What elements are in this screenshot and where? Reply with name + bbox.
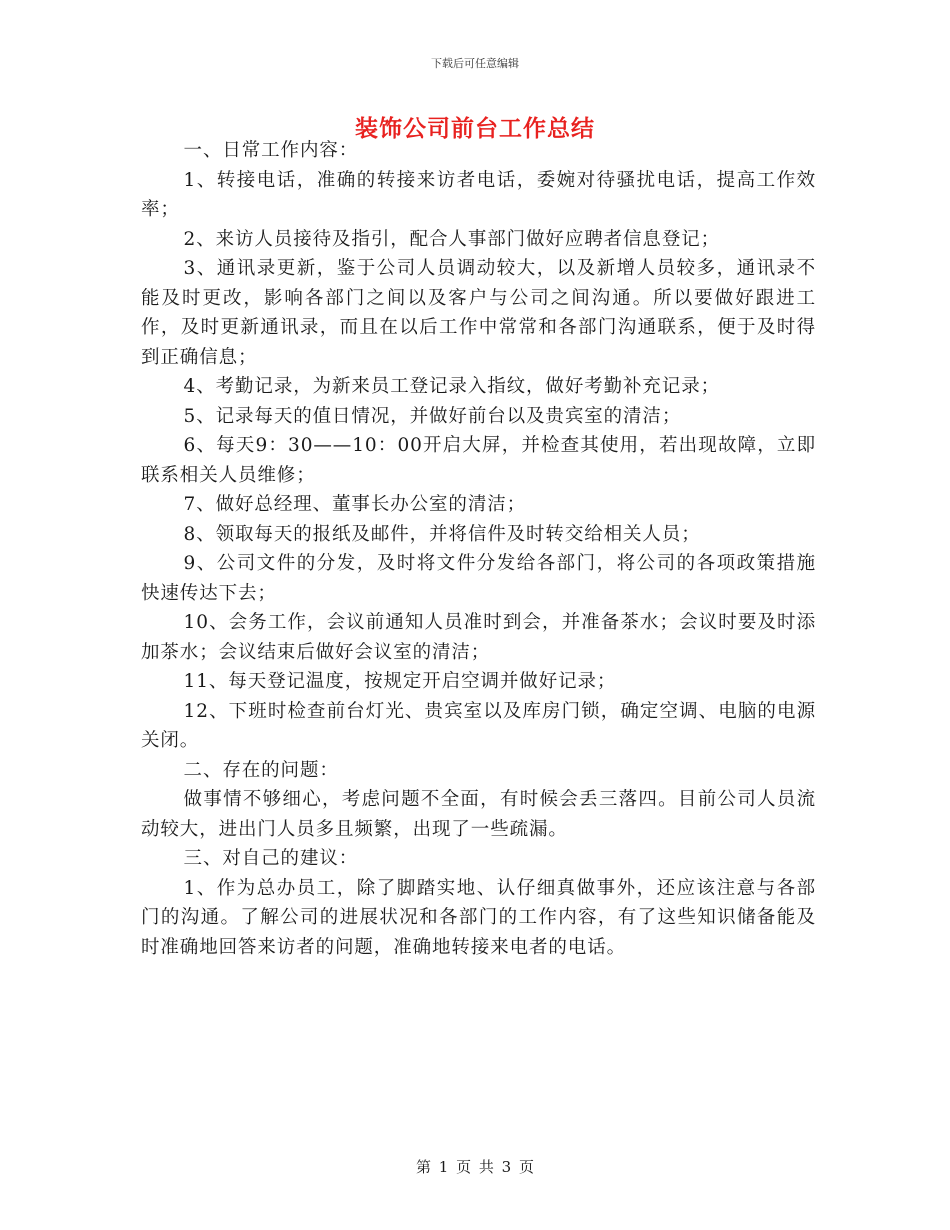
list-item: 3、通讯录更新，鉴于公司人员调动较大，以及新增人员较多，通讯录不能及时更改，影响各部门之间以及客户与公司之间沟通。所以要做好跟进工作，及时更新通讯录，而且在以后工作中常常和各部门沟通联系，便于及时得到正确信息； [141, 258, 816, 368]
list-item: 6、每天9：30——10：00开启大屏，并检查其使用，若出现故障，立即联系相关人员维修； [141, 435, 816, 486]
list-item: 5、记录每天的值日情况，并做好前台以及贵宾室的清洁； [183, 405, 682, 427]
list-item: 4、考勤记录，为新来员工登记录入指纹，做好考勤补充记录； [183, 376, 721, 397]
list-item: 9、公司文件的分发，及时将文件分发给各部门，将公司的各项政策措施快速传达下去； [141, 553, 816, 604]
page-number: 第 1 页 共 3 页 [416, 1158, 534, 1176]
list-item: 11、每天登记温度，按规定开启空调并做好记录； [183, 671, 617, 692]
list-item: 1、转接电话，准确的转接来访者电话，委婉对待骚扰电话，提高工作效率； [141, 169, 816, 220]
list-item: 8、领取每天的报纸及邮件，并将信件及时转交给相关人员； [183, 523, 701, 545]
document-title: 装饰公司前台工作总结 [355, 115, 595, 142]
section-heading-suggestions: 三、对自己的建议： [183, 848, 359, 869]
list-item: 7、做好总经理、董事长办公室的清洁； [183, 494, 527, 515]
section-heading-problems: 二、存在的问题： [183, 759, 339, 781]
list-item: 2、来访人员接待及指引，配合人事部门做好应聘者信息登记； [183, 228, 721, 250]
list-item: 10、会务工作，会议前通知人员准时到会，并准备茶水；会议时要及时添加茶水；会议结束后做好会议室的清洁； [141, 612, 816, 663]
section-heading-daily-work: 一、日常工作内容： [183, 140, 359, 161]
list-item: 12、下班时检查前台灯光、贵宾室以及库房门锁，确定空调、电脑的电源关闭。 [141, 700, 816, 751]
header-note: 下载后可任意编辑 [431, 57, 519, 70]
document-body [141, 136, 816, 962]
list-item: 1、作为总办员工，除了脚踏实地、认仔细真做事外，还应该注意与各部门的沟通。了解公司的进展状况和各部门的工作内容，有了这些知识储备能及时准确地回答来访者的问题，准确地转接来电者的电话。 [141, 877, 816, 958]
body-paragraph: 做事情不够细心，考虑问题不全面，有时候会丢三落四。目前公司人员流动较大，进出门人员多且频繁，出现了一些疏漏。 [141, 789, 816, 840]
